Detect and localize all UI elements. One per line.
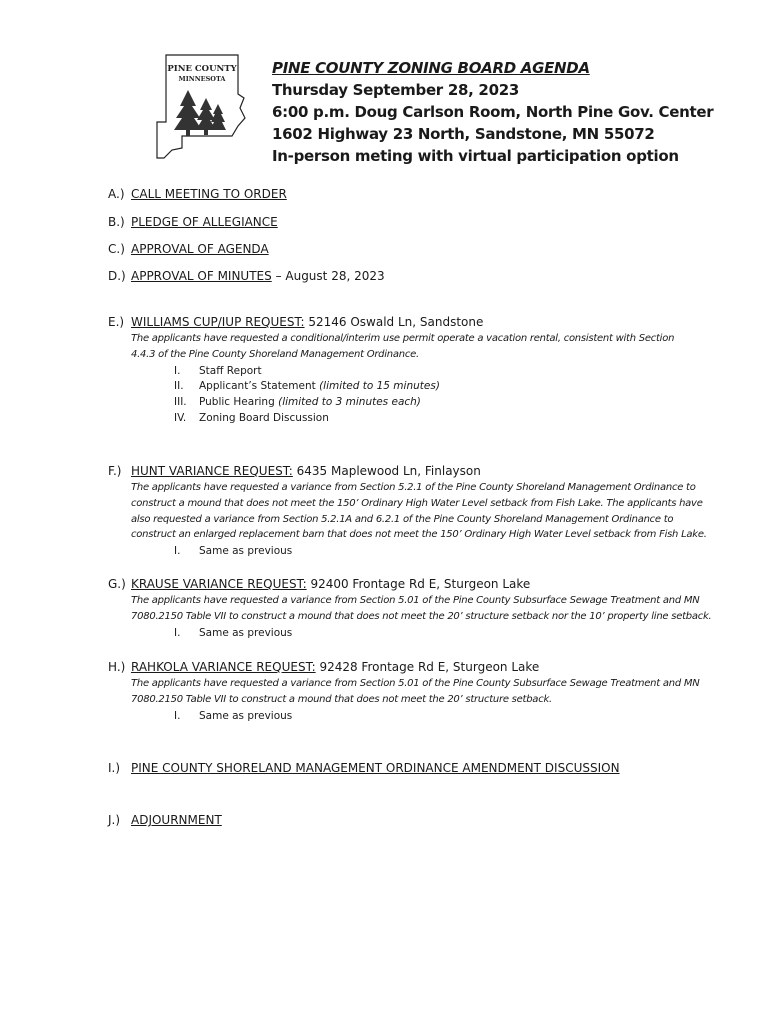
item-g-address: 92400 Frontage Rd E, Sturgeon Lake bbox=[306, 577, 531, 591]
item-g-title: KRAUSE VARIANCE REQUEST: bbox=[131, 577, 307, 591]
agenda-item-c: C.) APPROVAL OF AGENDA bbox=[108, 242, 269, 256]
item-c-title: APPROVAL OF AGENDA bbox=[131, 242, 269, 256]
item-h-subitem: I. Same as previous bbox=[174, 710, 293, 722]
item-h-description-line: The applicants have requested a variance from Section 5.01 of the Pine County Subsurface Sewage Treatment and MN bbox=[131, 678, 700, 689]
item-d-title: APPROVAL OF MINUTES bbox=[131, 269, 272, 283]
item-h-description-line: 7080.2150 Table VII to construct a mound that does not meet the 20’ structure setback. bbox=[131, 694, 552, 705]
item-e-subitem: I. Staff Report bbox=[174, 365, 262, 377]
item-h-title: RAHKOLA VARIANCE REQUEST: bbox=[131, 660, 316, 674]
agenda-item-f: F.) HUNT VARIANCE REQUEST: 6435 Maplewood Ln, Finlayson bbox=[108, 464, 481, 478]
item-e-title: WILLIAMS CUP/IUP REQUEST: bbox=[131, 315, 305, 329]
agenda-title: PINE COUNTY ZONING BOARD AGENDA bbox=[272, 59, 590, 77]
agenda-item-i: I.) PINE COUNTY SHORELAND MANAGEMENT ORDINANCE AMENDMENT DISCUSSION bbox=[108, 761, 620, 775]
item-e-description-line: 4.4.3 of the Pine County Shoreland Management Ordinance. bbox=[131, 349, 419, 360]
agenda-item-h: H.) RAHKOLA VARIANCE REQUEST: 92428 Frontage Rd E, Sturgeon Lake bbox=[108, 660, 540, 674]
item-f-description-line: construct a mound that does not meet the 150’ Ordinary High Water Level setback from Fish Lake. The applicants have bbox=[131, 498, 703, 509]
item-f-title: HUNT VARIANCE REQUEST: bbox=[131, 464, 293, 478]
agenda-item-b: B.) PLEDGE OF ALLEGIANCE bbox=[108, 215, 278, 229]
item-f-description-line: also requested a variance from Section 5.2.1A and 6.2.1 of the Pine County Shoreland Management Ordinance to bbox=[131, 514, 674, 525]
item-e-description-line: The applicants have requested a conditional/interim use permit operate a vacation rental, consistent with Section bbox=[131, 333, 675, 344]
item-b-title: PLEDGE OF ALLEGIANCE bbox=[131, 215, 278, 229]
county-logo bbox=[154, 52, 250, 162]
meeting-address: 1602 Highway 23 North, Sandstone, MN 55072 bbox=[272, 125, 655, 143]
logo-line-2: MINNESOTA bbox=[178, 75, 226, 83]
item-g-description-line: 7080.2150 Table VII to construct a mound that does not meet the 20’ structure setback nor the 10’ property line setback. bbox=[131, 611, 712, 622]
agenda-header bbox=[272, 57, 713, 167]
item-f-address: 6435 Maplewood Ln, Finlayson bbox=[292, 464, 481, 478]
item-e-address: 52146 Oswald Ln, Sandstone bbox=[304, 315, 484, 329]
item-i-title: PINE COUNTY SHORELAND MANAGEMENT ORDINANCE AMENDMENT DISCUSSION bbox=[131, 761, 620, 775]
meeting-date: Thursday September 28, 2023 bbox=[272, 81, 519, 99]
agenda-item-e: E.) WILLIAMS CUP/IUP REQUEST: 52146 Oswald Ln, Sandstone bbox=[108, 315, 484, 329]
item-e-subitem: II. Applicant’s Statement (limited to 15 minutes) bbox=[174, 380, 440, 392]
item-f-subitem: I. Same as previous bbox=[174, 545, 293, 557]
item-e-subitem: III. Public Hearing (limited to 3 minutes each) bbox=[174, 396, 421, 408]
item-f-description-line: The applicants have requested a variance from Section 5.2.1 of the Pine County Shoreland Management Ordinance to bbox=[131, 482, 696, 493]
logo-line-1: PINE COUNTY bbox=[167, 64, 237, 74]
item-h-address: 92428 Frontage Rd E, Sturgeon Lake bbox=[315, 660, 540, 674]
item-e-subitem: IV. Zoning Board Discussion bbox=[174, 412, 329, 424]
item-a-title: CALL MEETING TO ORDER bbox=[131, 187, 287, 201]
meeting-time-place: 6:00 p.m. Doug Carlson Room, North Pine Gov. Center bbox=[272, 103, 714, 121]
item-d-date: – August 28, 2023 bbox=[271, 269, 385, 283]
item-f-description-line: construct an enlarged replacement barn that does not meet the 150’ Ordinary High Water Level setback from Fish Lake. bbox=[131, 529, 707, 540]
agenda-item-a: A.) CALL MEETING TO ORDER bbox=[108, 187, 287, 201]
agenda-item-d: D.) APPROVAL OF MINUTES – August 28, 2023 bbox=[108, 269, 385, 283]
pine-tree-icon bbox=[174, 90, 226, 136]
agenda-item-g: G.) KRAUSE VARIANCE REQUEST: 92400 Frontage Rd E, Sturgeon Lake bbox=[108, 577, 531, 591]
item-g-subitem: I. Same as previous bbox=[174, 627, 293, 639]
item-j-title: ADJOURNMENT bbox=[131, 813, 222, 827]
agenda-item-j: J.) ADJOURNMENT bbox=[108, 813, 222, 827]
item-g-description-line: The applicants have requested a variance from Section 5.01 of the Pine County Subsurface Sewage Treatment and MN bbox=[131, 595, 700, 606]
meeting-format: In-person meting with virtual participation option bbox=[272, 147, 679, 165]
